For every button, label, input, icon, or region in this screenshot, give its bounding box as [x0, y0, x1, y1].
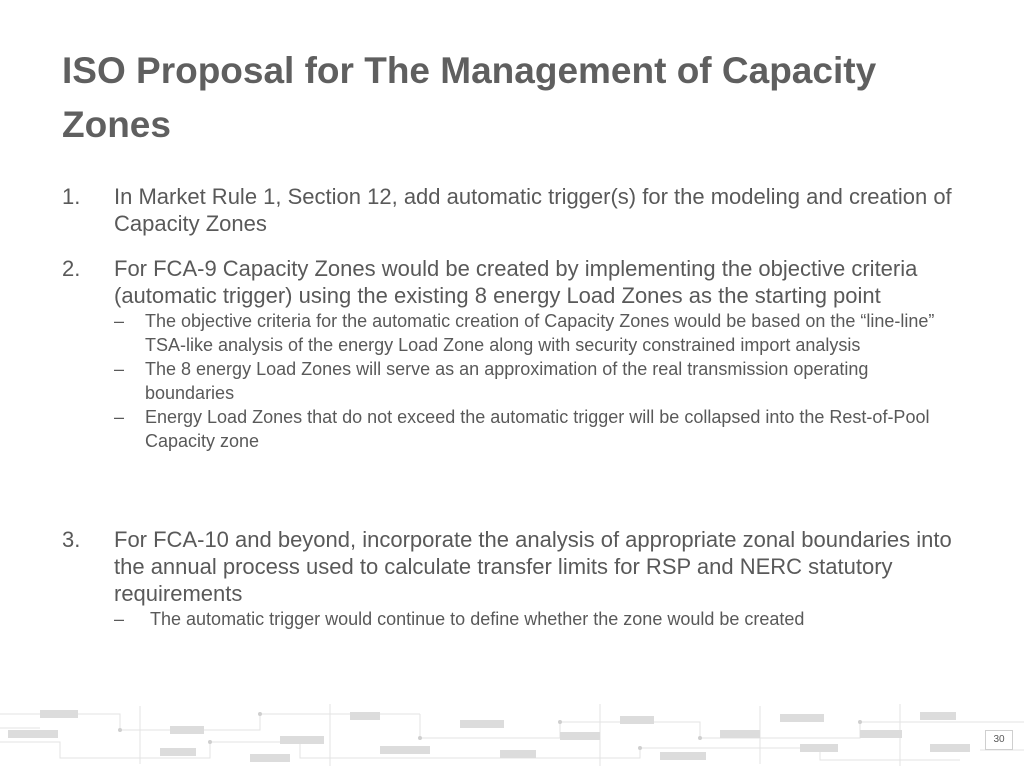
sub-item	[114, 357, 962, 405]
sub-item-text: The 8 energy Load Zones will serve as an approximation of the real transmission operating boundaries	[145, 359, 869, 403]
sub-item	[114, 309, 962, 357]
sub-item-text: The automatic trigger would continue to define whether the zone would be created	[145, 609, 805, 629]
sub-item-text: Energy Load Zones that do not exceed the automatic trigger will be collapsed into the Rest-of-Pool Capacity zone	[145, 407, 930, 451]
sub-item	[114, 607, 962, 631]
slide-title: ISO Proposal for The Management of Capacity Zones	[62, 50, 877, 145]
sub-item-text: The objective criteria for the automatic creation of Capacity Zones would be based on the “line-line” TSA-like analysis of the energy Load Zone along with security constrained import analysis	[145, 311, 935, 355]
sub-item	[114, 405, 962, 453]
page-number: 30	[985, 730, 1013, 750]
dash-bullet: –	[114, 609, 125, 629]
item-number: 3.	[62, 527, 81, 552]
list-item-1	[62, 183, 962, 237]
dash-bullet: –	[114, 359, 125, 379]
dash-bullet: –	[114, 311, 125, 331]
item-number: 2.	[62, 256, 81, 281]
list-item-2	[62, 255, 962, 453]
circuit-board-decoration	[0, 700, 1024, 768]
item-text: For FCA-9 Capacity Zones would be created by implementing the objective criteria (automatic trigger) using the existing 8 energy Load Zones as the starting point	[114, 256, 918, 308]
item-text: In Market Rule 1, Section 12, add automatic trigger(s) for the modeling and creation of Capacity Zones	[114, 184, 952, 236]
item-text: For FCA-10 and beyond, incorporate the analysis of appropriate zonal boundaries into the annual process used to calculate transfer limits for RSP and NERC statutory requirements	[114, 527, 952, 606]
item-number: 1.	[62, 184, 81, 209]
dash-bullet: –	[114, 407, 125, 427]
list-item-3	[62, 526, 962, 631]
